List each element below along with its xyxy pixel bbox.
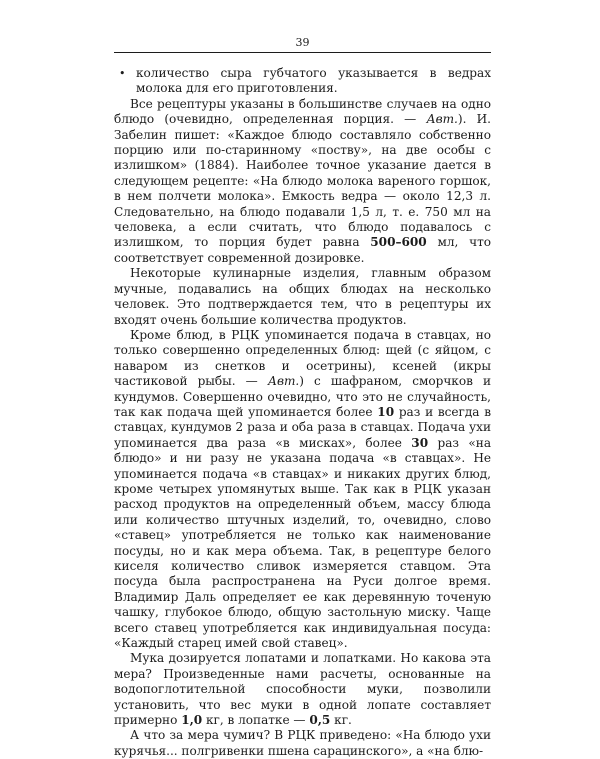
weight-value: 1,0 [181,713,203,728]
paragraph-portion-sizes: Все рецептуры указаны в большинстве случаев на одно блюдо (очевидно, определенная порция. — Авт.). И. Забелин пишет: «Каждое блюдо составляло собственно порцию или по-старинному «поству», на две особы с излишком» (1884). Наиболее точное указание дается в следующем рецепте: «На блюдо молока вареного горшок, в нем полчети молока». Емкость ведра — около 12,3 л. Следовательно, на блюдо подавали 1,5 л, т. е. 750 мл на человека, а если считать, что блюдо подавалось с излишком, то порция будет равна 500–600 мл, что соответствует современной дозировке. [114,96,492,265]
paragraph-chumich: А что за мера чумич? В РЦК приведено: «На блюдо ухи курячья... полгривенки пшена сарацинского», а «на блю- [114,728,491,758]
page-header [114,36,491,53]
paragraph-common-dishes: Некоторые кулинарные изделия, главным образом мучные, подавались на общих блюдах на несколько человек. Это подтверждается тем, что в рецептуры их входят очень большие количества продуктов. [114,266,491,327]
bullet-text: количество сыра губчатого указывается в ведрах молока для его приготовления. [136,66,491,96]
weight-value: 0,5 [309,713,331,728]
author-note: Авт. [426,112,458,127]
count-value: 30 [411,435,429,450]
bullet-icon: • [119,67,126,80]
page-number: 39 [295,36,310,49]
count-value: 10 [377,404,395,419]
bullet-item [114,66,491,97]
portion-range: 500–600 [370,235,427,250]
page-body [114,66,491,759]
paragraph-stavets: Кроме блюд, в РЦК упоминается подача в ставцах, но только совершенно определенных блюд: щей (с яйцом, с наваром из снетков и осетрины), ксеней (икры частиковой рыбы. — Авт.) с шафраном, сморчков и кундумов. Совершенно очевидно, что это не случайность, так как подача щей упоминается более 10 раз и всегда в ставцах, кундумов 2 раза и оба раза в ставцах. Подача ухи упоминается два раза «в мисках», более 30 раз «на блюдо» и ни разу не указана подача «в ставцах». Не упоминается подача «в ставцах» и никаких других блюд, кроме четырех упомянутых выше. Так как в РЦК указан расход продуктов на определенный объем, массу блюда или количество штучных изделий, то, очевидно, слово «ставец» употребляется не только как наименование посуды, но и как мера объема. Так, в рецептуре белого киселя количество сливок измеряется ставцом. Эта посуда была распространена на Руси долгое время. Владимир Даль определяет ее как деревянную точеную чашку, глубокое блюдо, общую застольную миску. Чаще всего ставец употребляется как индивидуальная посуда: «Каждый старец имей свой ставец». [114,327,492,651]
author-note: Авт. [267,374,300,389]
paragraph-flour-measure: Мука дозируется лопатами и лопатками. Но какова эта мера? Произведенные нами расчеты, основанные на водопоглотительной способности муки, позволили установить, что вес муки в одной лопате составляет примерно 1,0 кг, в лопатке — 0,5 кг. [114,651,491,728]
book-page [114,36,491,759]
